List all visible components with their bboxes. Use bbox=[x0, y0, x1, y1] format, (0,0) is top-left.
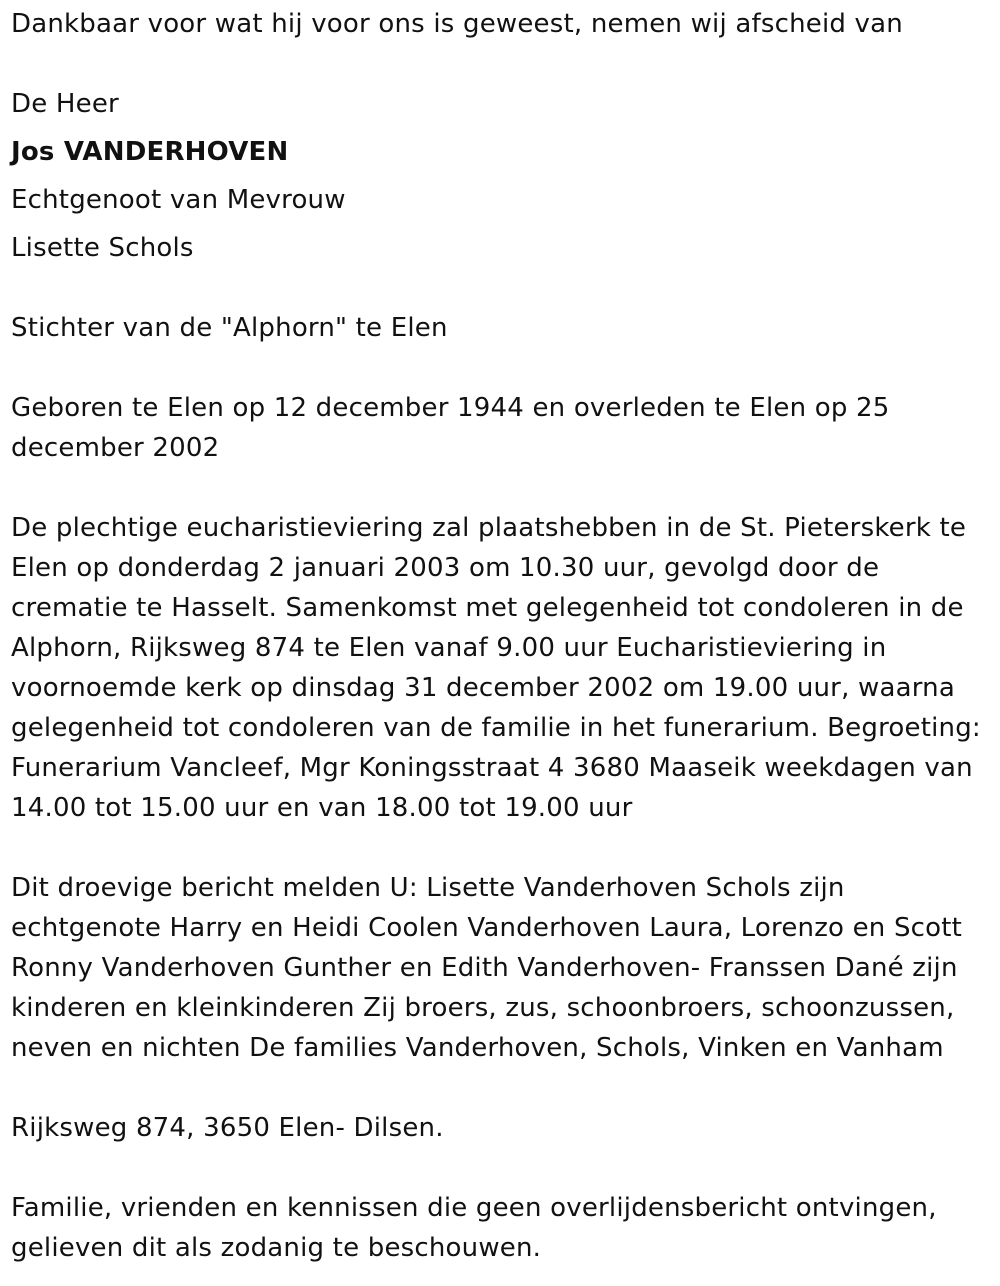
salutation: De Heer bbox=[11, 89, 119, 119]
spacer bbox=[11, 268, 991, 308]
spacer bbox=[11, 348, 991, 388]
deceased-name: Jos VANDERHOVEN bbox=[11, 137, 289, 167]
spacer bbox=[11, 172, 991, 180]
spacer bbox=[11, 1068, 991, 1108]
closing-text: Familie, vrienden en kennissen die geen overlijdensbericht ontvingen, gelieven dit als zodanig te beschouwen. bbox=[11, 1193, 937, 1263]
spacer bbox=[11, 468, 991, 508]
obituary-document bbox=[11, 4, 991, 1268]
spouse-line-2: Lisette Schols bbox=[11, 233, 194, 263]
birth-death-text: Geboren te Elen op 12 december 1944 en overleden te Elen op 25 december 2002 bbox=[11, 393, 890, 463]
family-text: Dit droevige bericht melden U: Lisette Vanderhoven Schols zijn echtgenote Harry en Heidi Coolen Vanderhoven Laura, Lorenzo en Scott Ronny Vanderhoven Gunther en Edith Vanderhoven- Franssen Dané zijn kinderen en kleinkinderen Zij broers, zus, schoonbroers, schoonzussen, neven en nichten De families Vanderhoven, Schols, Vinken en Vanham bbox=[11, 873, 963, 1063]
ceremony-text: De plechtige eucharistieviering zal plaatshebben in de St. Pieterskerk te Elen op donderdag 2 januari 2003 om 10.30 uur, gevolgd door de crematie te Hasselt. Samenkomst met gelegenheid tot condoleren in de Alphorn, Rijksweg 874 te Elen vanaf 9.00 uur Eucharistieviering in voornoemde kerk op dinsdag 31 december 2002 om 19.00 uur, waarna gelegenheid tot condoleren van de familie in het funerarium. Begroeting: Funerarium Vancleef, Mgr Koningsstraat 4 3680 Maaseik weekdagen van 14.00 tot 15.00 uur en van 18.00 tot 19.00 uur bbox=[11, 513, 981, 823]
address-text: Rijksweg 874, 3650 Elen- Dilsen. bbox=[11, 1113, 444, 1143]
intro-text: Dankbaar voor wat hij voor ons is geweest, nemen wij afscheid van bbox=[11, 9, 903, 39]
spacer bbox=[11, 1148, 991, 1188]
spacer bbox=[11, 220, 991, 228]
spacer bbox=[11, 44, 991, 84]
spacer bbox=[11, 124, 991, 132]
spouse-line-1: Echtgenoot van Mevrouw bbox=[11, 185, 346, 215]
founder-text: Stichter van de "Alphorn" te Elen bbox=[11, 313, 448, 343]
spacer bbox=[11, 828, 991, 868]
